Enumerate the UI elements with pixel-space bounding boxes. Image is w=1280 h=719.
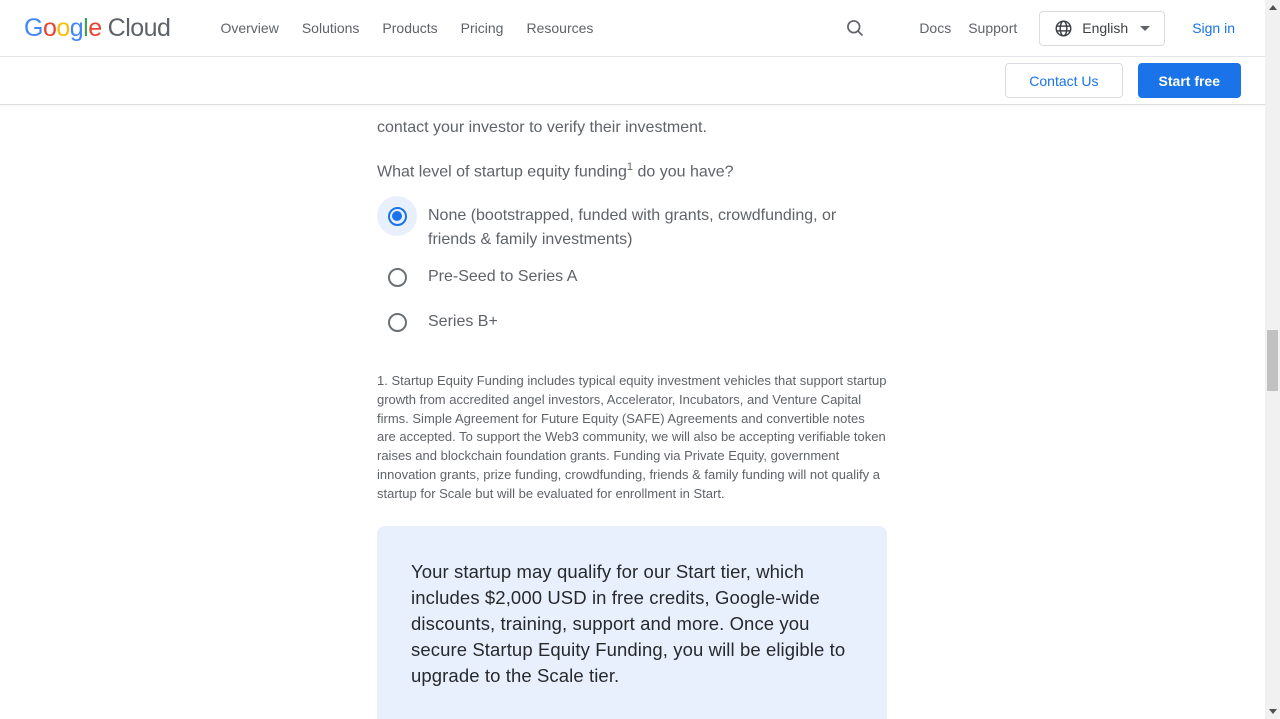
language-selector[interactable] [1039,11,1165,46]
scrollbar-thumb[interactable] [1267,330,1278,391]
radio-button-icon[interactable] [377,196,417,236]
tier-qualification-info-box [377,526,887,719]
google-wordmark: Google [24,13,102,42]
vertical-scrollbar[interactable] [1265,0,1280,719]
radio-option[interactable] [377,302,887,342]
search-icon[interactable] [843,16,867,40]
question-after: do you have? [633,163,734,181]
radio-button-icon[interactable] [377,302,417,342]
globe-icon [1054,19,1073,38]
nav-item-products[interactable]: Products [382,20,438,36]
radio-option-label: None (bootstrapped, funded with grants, crowdfunding, or friends & family investments) [428,207,837,249]
radio-button-icon[interactable] [377,257,417,297]
top-navigation-bar [0,0,1280,57]
radio-option[interactable] [377,196,887,252]
utility-nav [919,20,1017,36]
info-box-text: Your startup may qualify for our Start tier, which includes $2,000 USD in free credits, Google-wide discounts, training, support and more. Once you secure Startup Equity Funding, you will be eligible to upgrade to the Scale tier. [411,561,846,687]
google-cloud-logo[interactable] [24,14,170,43]
language-label: English [1082,20,1129,36]
nav-item-support[interactable]: Support [968,20,1018,36]
equity-funding-radio-group [377,196,887,342]
chevron-down-icon [1140,26,1150,31]
nav-item-resources[interactable]: Resources [526,20,594,36]
radio-option-label: Pre-Seed to Series A [428,268,578,286]
radio-option[interactable] [377,257,887,297]
nav-item-docs[interactable]: Docs [919,20,952,36]
sign-in-link[interactable]: Sign in [1192,20,1235,36]
action-bar [0,57,1280,105]
question-text [377,153,887,186]
form-content [377,114,887,719]
footnote-text: 1. Startup Equity Funding includes typical equity investment vehicles that support startup growth from accredited angel investors, Accelerator, Incubators, and Venture Capital firms. Simple Agreement for Future Equity (SAFE) Agreements and convertible notes are accepted. To support the Web3 community, we will also be accepting verifiable token raises and blockchain foundation grants. Funding via Private Equity, government innovation grants, prize funding, crowdfunding, friends & family funding will not qualify a startup for Scale but will be evaluated for enrollment in Start. [377,373,887,501]
scrollbar-down-arrow[interactable] [1265,704,1280,719]
primary-nav [220,20,593,36]
cloud-wordmark: Cloud [107,13,171,42]
nav-item-solutions[interactable]: Solutions [301,20,360,36]
start-free-button[interactable]: Start free [1138,63,1241,98]
scrollbar-up-arrow[interactable] [1265,0,1280,15]
intro-text: contact your investor to verify their investment. [377,119,707,136]
contact-us-button[interactable]: Contact Us [1005,63,1122,98]
nav-item-overview[interactable]: Overview [220,20,279,36]
question-before: What level of startup equity funding [377,163,627,181]
footnote-marker: 1 [626,161,634,173]
radio-option-label: Series B+ [428,313,498,331]
nav-item-pricing[interactable]: Pricing [460,20,504,36]
